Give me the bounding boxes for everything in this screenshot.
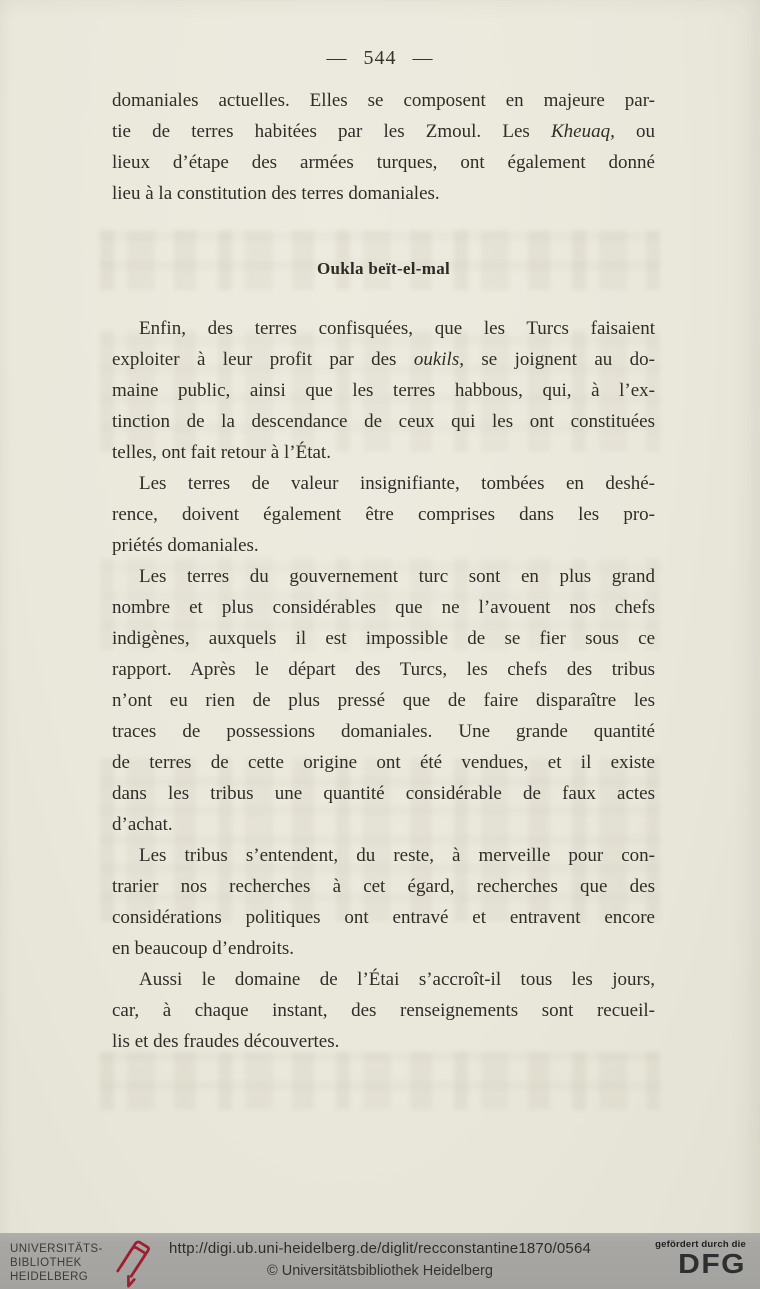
text-line: tinction de la descendance de ceux qui les ont constituées — [112, 411, 655, 432]
library-name-line3: HEIDELBERG — [10, 1271, 89, 1283]
text-line: tie de terres habitées par les Zmoul. Les Kheuaq, ou — [112, 121, 655, 142]
text-line: considérations politiques ont entravé et entravent encore — [112, 907, 655, 928]
text-line: traces de possessions domaniales. Une grande quantité — [112, 721, 655, 742]
text-line: de terres de cette origine ont été vendues, et il existe — [112, 752, 655, 773]
text-line: Enfin, des terres confisquées, que les Turcs faisaient — [139, 318, 655, 339]
page-number: — 544 — — [326, 47, 434, 69]
source-url: http://digi.ub.uni-heidelberg.de/diglit/recconstantine1870/0564 — [168, 1240, 592, 1257]
text-line: domaniales actuelles. Elles se composent en majeure par- — [112, 90, 655, 111]
copyright-line: © Universitätsbibliothek Heidelberg — [267, 1263, 493, 1279]
text-line: Les tribus s’entendent, du reste, à merveille pour con- — [139, 845, 655, 866]
body-paragraph — [112, 468, 655, 561]
library-name-line1: UNIVERSITÄTS- — [10, 1243, 103, 1255]
text-line: en beaucoup d’endroits. — [112, 938, 295, 959]
text-line: lieux d’étape des armées turques, ont également donné — [112, 152, 655, 173]
library-name-line2: BIBLIOTHEK — [10, 1257, 82, 1269]
text-line: lieu à la constitution des terres domaniales. — [112, 183, 440, 204]
body-paragraph — [112, 313, 655, 468]
library-logo-block — [10, 1238, 155, 1288]
heidelberg-library-logo-icon — [109, 1238, 155, 1288]
text-line: d’achat. — [112, 814, 173, 835]
text-line: car, à chaque instant, des renseignements sont recueil- — [112, 1000, 655, 1021]
text-line: dans les tribus une quantité considérable de faux actes — [112, 783, 655, 804]
body-paragraph — [112, 85, 655, 209]
text-line: Aussi le domaine de l’Étai s’accroît-il tous les jours, — [139, 969, 655, 990]
body-paragraph — [112, 561, 655, 840]
text-line: Les terres du gouvernement turc sont en plus grand — [139, 566, 655, 587]
text-line: n’ont eu rien de plus pressé que de faire disparaître les — [112, 690, 655, 711]
digitization-footer — [0, 1233, 760, 1289]
section-heading: Oukla beït-el-mal — [316, 259, 451, 278]
dfg-tagline: gefördert durch die — [655, 1239, 746, 1250]
text-line: exploiter à leur profit par des oukils, se joignent au do- — [112, 349, 656, 370]
dfg-logo-block — [655, 1239, 746, 1281]
text-line: maine public, ainsi que les terres habbous, qui, à l’ex- — [112, 380, 655, 401]
body-paragraph — [112, 964, 655, 1057]
text-line: lis et des fraudes découvertes. — [112, 1031, 340, 1052]
text-line: telles, ont fait retour à l’État. — [112, 442, 331, 463]
text-line: rapport. Après le départ des Turcs, les chefs des tribus — [112, 659, 655, 680]
text-line: nombre et plus considérables que ne l’avouent nos chefs — [112, 597, 655, 618]
dfg-logo: DFG — [678, 1249, 746, 1280]
text-line: trarier nos recherches à cet égard, recherches que des — [112, 876, 655, 897]
text-line: priétés domaniales. — [112, 535, 259, 556]
page-body-text — [112, 85, 655, 1057]
footer-citation — [169, 1239, 591, 1279]
body-paragraph — [112, 840, 655, 964]
verso-bleedthrough — [100, 1052, 660, 1110]
text-line: rence, doivent également être comprises dans les pro- — [112, 504, 655, 525]
text-line: indigènes, auxquels il est impossible de se fier sous ce — [112, 628, 655, 649]
text-line: Les terres de valeur insignifiante, tombées en deshé- — [139, 473, 655, 494]
library-name — [10, 1242, 103, 1284]
